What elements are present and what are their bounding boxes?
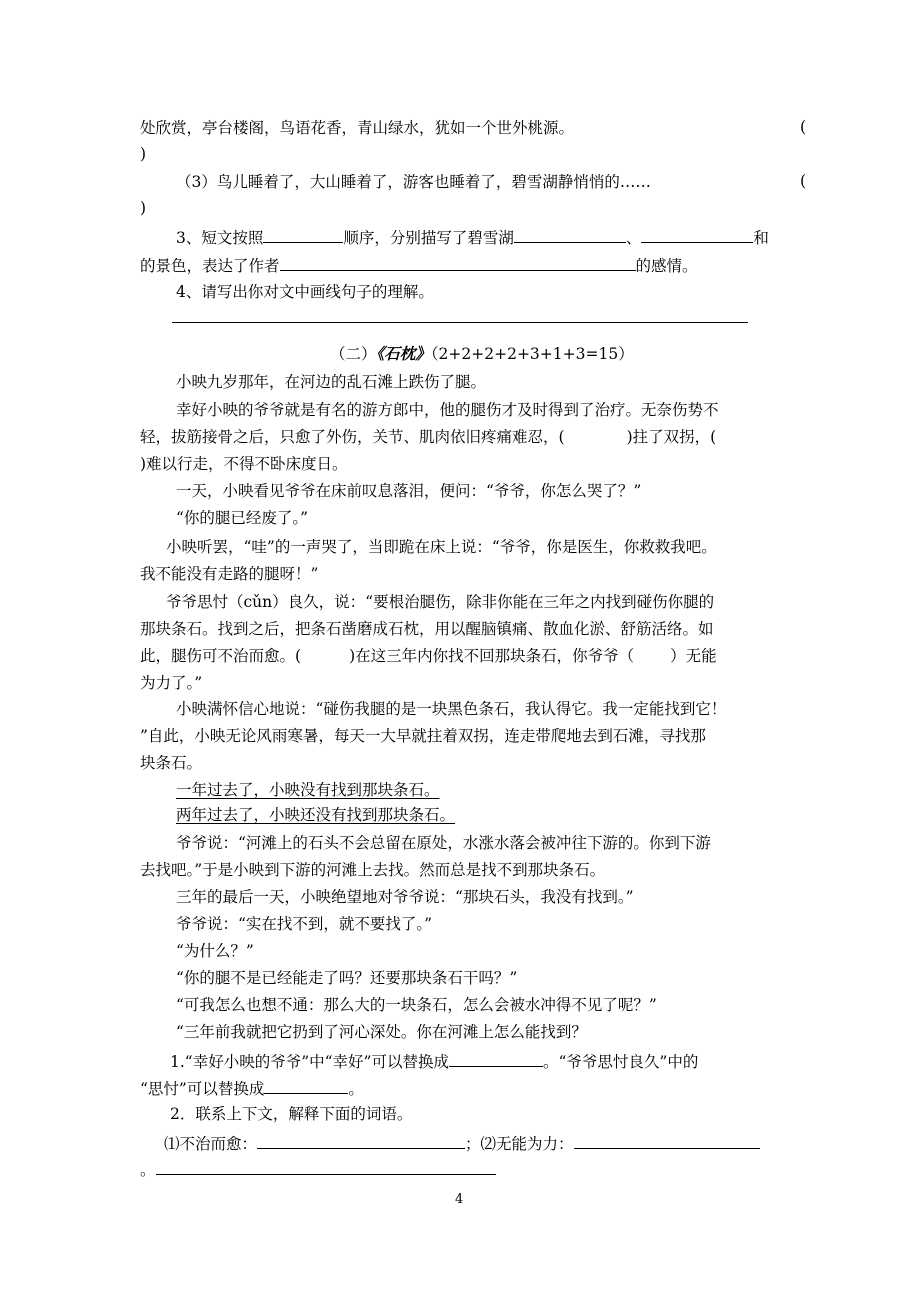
q3-text: 顺序，分别描写了碧雪湖 (343, 229, 514, 247)
answer-blank[interactable] (280, 254, 636, 271)
passage-line: 小映听罢，“哇”的一声哭了，当即跪在床上说：“爷爷，你是医生，你救救我吧。 (166, 538, 717, 556)
underlined-sentence: 两年过去了，小映还没有找到那块条石。 (176, 806, 456, 824)
q3-text: 3、短文按照 (176, 229, 264, 247)
answer-blank[interactable] (257, 1132, 465, 1149)
question-text: 1.“幸好小映的爷爷”中“幸好”可以替换成 (170, 1053, 449, 1071)
passage-line: 小映满怀信心地说：“碰伤我腿的是一块黑色条石，我认得它。我一定能找到它！ (176, 700, 727, 718)
passage-line: 那块条石。找到之后，把条石凿磨成石枕，用以醒脑镇痛、散血化淤、舒筋活络。如 (140, 620, 714, 638)
question-2: 2．联系上下文，解释下面的词语。 (170, 1105, 413, 1123)
text-line: （3）鸟儿睡着了，大山睡着了，游客也睡着了，碧雪湖静悄悄的…… (176, 173, 651, 191)
passage-line: 爷爷思忖（cǔn）良久，说：“要根治腿伤，除非你能在三年之内找到碰伤你腿的 (166, 593, 715, 611)
answer-paren-close: ) (140, 145, 147, 163)
question-4: 4、请写出你对文中画线句子的理解。 (176, 283, 434, 301)
answer-paren-open: ( (800, 118, 807, 136)
question-text: “思忖”可以替换成 (140, 1080, 265, 1098)
answer-line[interactable] (172, 322, 748, 323)
passage-line: ”自此，小映无论风雨寒暑，每天一大早就拄着双拐，连走带爬地去到石滩，寻找那 (140, 727, 706, 745)
passage-line: 去找吧。”于是小映到下游的河滩上去找。然而总是找不到那块条石。 (140, 861, 606, 879)
question-2-continuation (140, 1158, 496, 1180)
section-points: （2+2+2+2+3+1+3=15） (430, 345, 634, 363)
passage-line (140, 646, 717, 666)
question-text: ；⑵无能为力： (465, 1135, 574, 1153)
underlined-sentence: 一年过去了，小映没有找到那块条石。 (176, 781, 440, 799)
passage-line: “可我怎么也想不通：那么大的一块条石，怎么会被水冲得不见了呢？” (176, 996, 657, 1014)
text-line: 处欣赏，亭台楼阁，鸟语花香，青山绿水，犹如一个世外桃源。 (140, 119, 575, 137)
q3-text: 和 (753, 229, 769, 247)
passage-line: )难以行走，不得不卧床度日。 (140, 455, 348, 473)
question-3-line2 (140, 254, 698, 276)
question-text: 。“爷爷思忖良久”中的 (543, 1053, 699, 1071)
answer-blank[interactable] (263, 226, 343, 243)
answer-blank[interactable] (449, 1050, 543, 1067)
passage-line: 爷爷说：“实在找不到，就不要找了。” (176, 915, 433, 933)
passage-text: 此，腿伤可不治而愈。( (140, 647, 302, 665)
passage-line: 我不能没有走路的腿呀！” (140, 565, 319, 583)
page-number: 4 (455, 1192, 464, 1207)
passage-line: 为力了。” (140, 674, 203, 692)
q3-text: 、 (625, 229, 642, 247)
passage-line: 幸好小映的爷爷就是有名的游方郎中，他的腿伤才及时得到了治疗。无奈伤势不 (176, 401, 719, 419)
passage-line: “三年前我就把它扔到了河心深处。你在河滩上怎么能找到？ (176, 1023, 587, 1041)
answer-paren-close: ) (140, 199, 147, 217)
question-1-line2 (140, 1077, 364, 1099)
answer-blank[interactable] (514, 226, 626, 243)
answer-blank[interactable] (264, 1077, 348, 1094)
passage-line: 一天，小映看见爷爷在床前叹息落泪，便问：“爷爷，你怎么哭了？” (176, 482, 642, 500)
section-prefix: （二） (330, 345, 377, 363)
question-2-items (164, 1132, 760, 1154)
passage-text: 轻，拔筋接骨之后，只愈了外伤，关节、肌肉依旧疼痛难忍，( (140, 428, 565, 446)
question-text: 。 (348, 1080, 364, 1098)
q3-text: 的感情。 (635, 257, 698, 275)
passage-line: 爷爷说：“河滩上的石头不会总留在原处，水涨水落会被冲往下游的。你到下游 (176, 834, 711, 852)
section-name: 《石枕》 (376, 344, 431, 363)
q3-text: 的景色，表达了作者 (140, 257, 280, 275)
passage-text: ）无能 (670, 647, 717, 665)
passage-line: “为什么？” (176, 942, 254, 960)
answer-blank[interactable] (156, 1158, 496, 1175)
section-title (330, 344, 634, 364)
question-text: 。 (140, 1161, 156, 1179)
passage-line: 三年的最后一天，小映绝望地对爷爷说：“那块石头，我没有找到。” (176, 888, 634, 906)
question-text: ⑴不治而愈： (164, 1135, 258, 1153)
question-3-line1 (176, 226, 769, 248)
passage-text: )在这三年内你找不回那块条石，你爷爷（ (349, 647, 635, 665)
passage-line: “你的腿已经废了。” (176, 509, 309, 527)
answer-blank[interactable] (574, 1132, 760, 1149)
passage-line: 小映九岁那年，在河边的乱石滩上跌伤了腿。 (176, 373, 487, 391)
question-1-line1 (170, 1050, 698, 1072)
passage-line (140, 427, 716, 447)
passage-line: 块条石。 (140, 754, 203, 772)
passage-text: )拄了双拐，( (626, 428, 717, 446)
passage-line: “你的腿不是已经能走了吗？还要那块条石干吗？” (176, 969, 518, 987)
answer-blank[interactable] (641, 226, 753, 243)
answer-paren-open: ( (800, 172, 807, 190)
